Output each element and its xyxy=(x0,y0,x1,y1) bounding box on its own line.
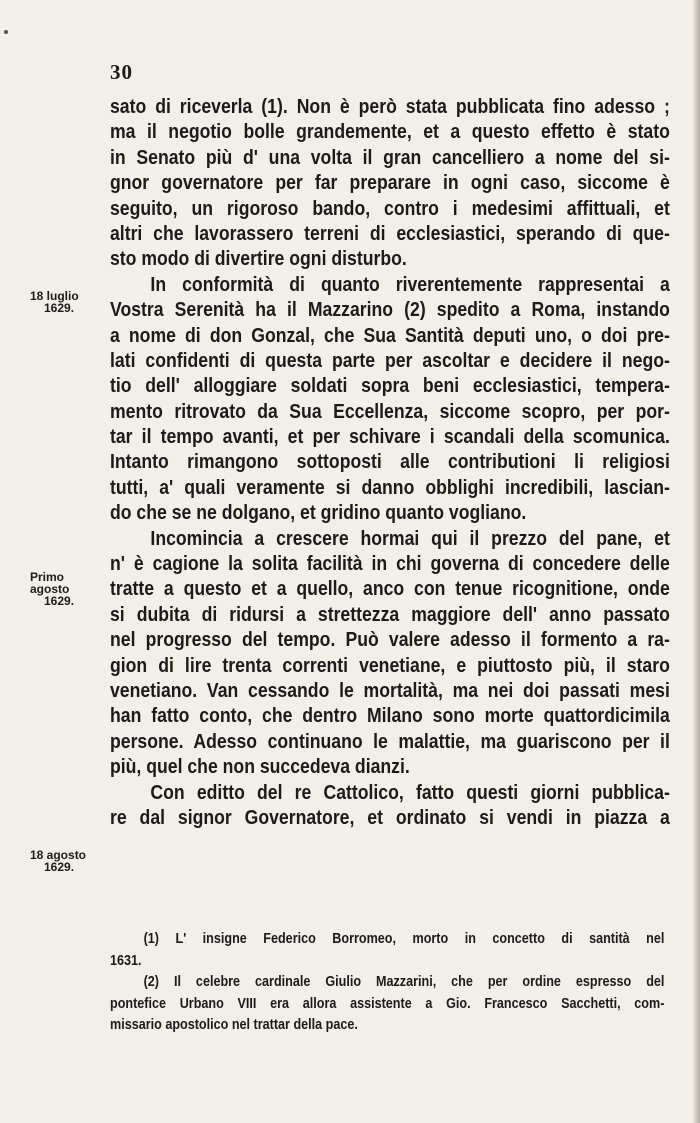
body-text xyxy=(110,94,670,830)
text-line: nel progresso del tempo. Può valere adesso il formento a ra- xyxy=(110,628,670,652)
text-line: do che se ne dolgano, et gridino quanto vogliano. xyxy=(110,501,527,525)
margin-note-year: 1629. xyxy=(44,594,75,608)
margin-note-day: Primo agosto xyxy=(30,570,70,596)
text-line: seguito, un rigoroso bando, contro i medesimi affittuali, et xyxy=(110,196,670,220)
page-number: 30 xyxy=(110,60,133,84)
page-edge-shadow xyxy=(692,0,700,1123)
text-line: gion di lire trenta correnti venetiane, e piuttosto più, il staro xyxy=(110,653,670,677)
text-line: Con editto del re Cattolico, fatto questi giorni pubblica- xyxy=(150,780,670,804)
text-line: Incomincia a crescere hormai qui il prezzo del pane, et xyxy=(150,526,670,550)
margin-note-day: 18 agosto xyxy=(30,848,87,862)
text-line: lati confidenti di questa parte per ascoltar e decidere il nego- xyxy=(110,348,670,372)
text-line: re dal signor Governatore, et ordinato si vendi in piazza a xyxy=(110,805,670,829)
margin-note-date xyxy=(30,290,100,314)
text-line: più, quel che non succedeva dianzi. xyxy=(110,755,410,779)
footnote-line: missario apostolico nel trattar della pace. xyxy=(110,1016,358,1033)
text-line: ma il negotio bolle grandemente, et a questo effetto è stato xyxy=(110,120,670,144)
page-speck xyxy=(4,30,8,34)
text-line: si dubita di ridursi a strettezza maggiore dell' anno passato xyxy=(110,602,670,626)
text-line: sato di riceverla (1). Non è però stata pubblicata fino adesso ; xyxy=(110,95,670,118)
text-line: venetiano. Van cessando le mortalità, ma nei doi passati mesi xyxy=(110,678,670,702)
text-line: sto modo di divertire ogni disturbo. xyxy=(110,247,407,271)
footnote-line: 1631. xyxy=(110,951,142,969)
text-line: tratte a questo et a quello, anco con tenue ricognitione, onde xyxy=(110,577,670,601)
footnotes xyxy=(110,928,664,1036)
text-line: a nome di don Gonzal, che Sua Santità deputi uno, o doi pre- xyxy=(110,323,670,347)
text-line: Intanto rimangono sottoposti alle contributioni li religiosi xyxy=(110,450,670,474)
footnote-line: pontefice Urbano VIII era allora assistente a Gio. Francesco Sacchetti, com- xyxy=(110,994,665,1012)
margin-note-year: 1629. xyxy=(44,301,75,315)
margin-note-year: 1629. xyxy=(44,860,75,874)
text-line: tutti, a' quali veramente si danno obblighi incredibili, lascian- xyxy=(110,475,670,499)
text-line: gnor governatore per far preparare in ogni caso, siccome è xyxy=(110,171,670,195)
text-line: tio dell' alloggiare soldati sopra beni ecclesiastici, tempera- xyxy=(110,374,670,398)
text-line: persone. Adesso continuano le malattie, ma guariscono per il xyxy=(110,729,670,753)
margin-note-day: 18 luglio xyxy=(30,289,79,303)
text-line: altri che lavorassero terreni di ecclesiastici, sperando di que- xyxy=(110,221,670,245)
text-line: tar il tempo avanti, et per schivare i scandali della scomunica. xyxy=(110,425,670,449)
text-line: in Senato più d' una volta il gran cancelliero a nome del si- xyxy=(110,145,670,169)
text-line: han fatto conto, che dentro Milano sono morte quattordicimila xyxy=(110,704,670,728)
margin-note-date xyxy=(30,571,92,607)
footnote-line: (1) L' insigne Federico Borromeo, morto in concetto di santità nel xyxy=(143,930,665,947)
text-line: Vostra Serenità ha il Mazzarino (2) spedito a Roma, instando xyxy=(110,298,670,322)
footnote-line: (2) Il celebre cardinale Giulio Mazzarini, che per ordine espresso del xyxy=(143,973,665,990)
text-line: mento ritrovato da Sua Eccellenza, siccome scopro, per por- xyxy=(110,399,670,423)
margin-note-date xyxy=(30,849,100,873)
text-line: In conformità di quanto riverentemente rappresentai a xyxy=(150,272,670,296)
text-line: n' è cagione la solita facilità in chi governa di concedere delle xyxy=(110,552,670,576)
